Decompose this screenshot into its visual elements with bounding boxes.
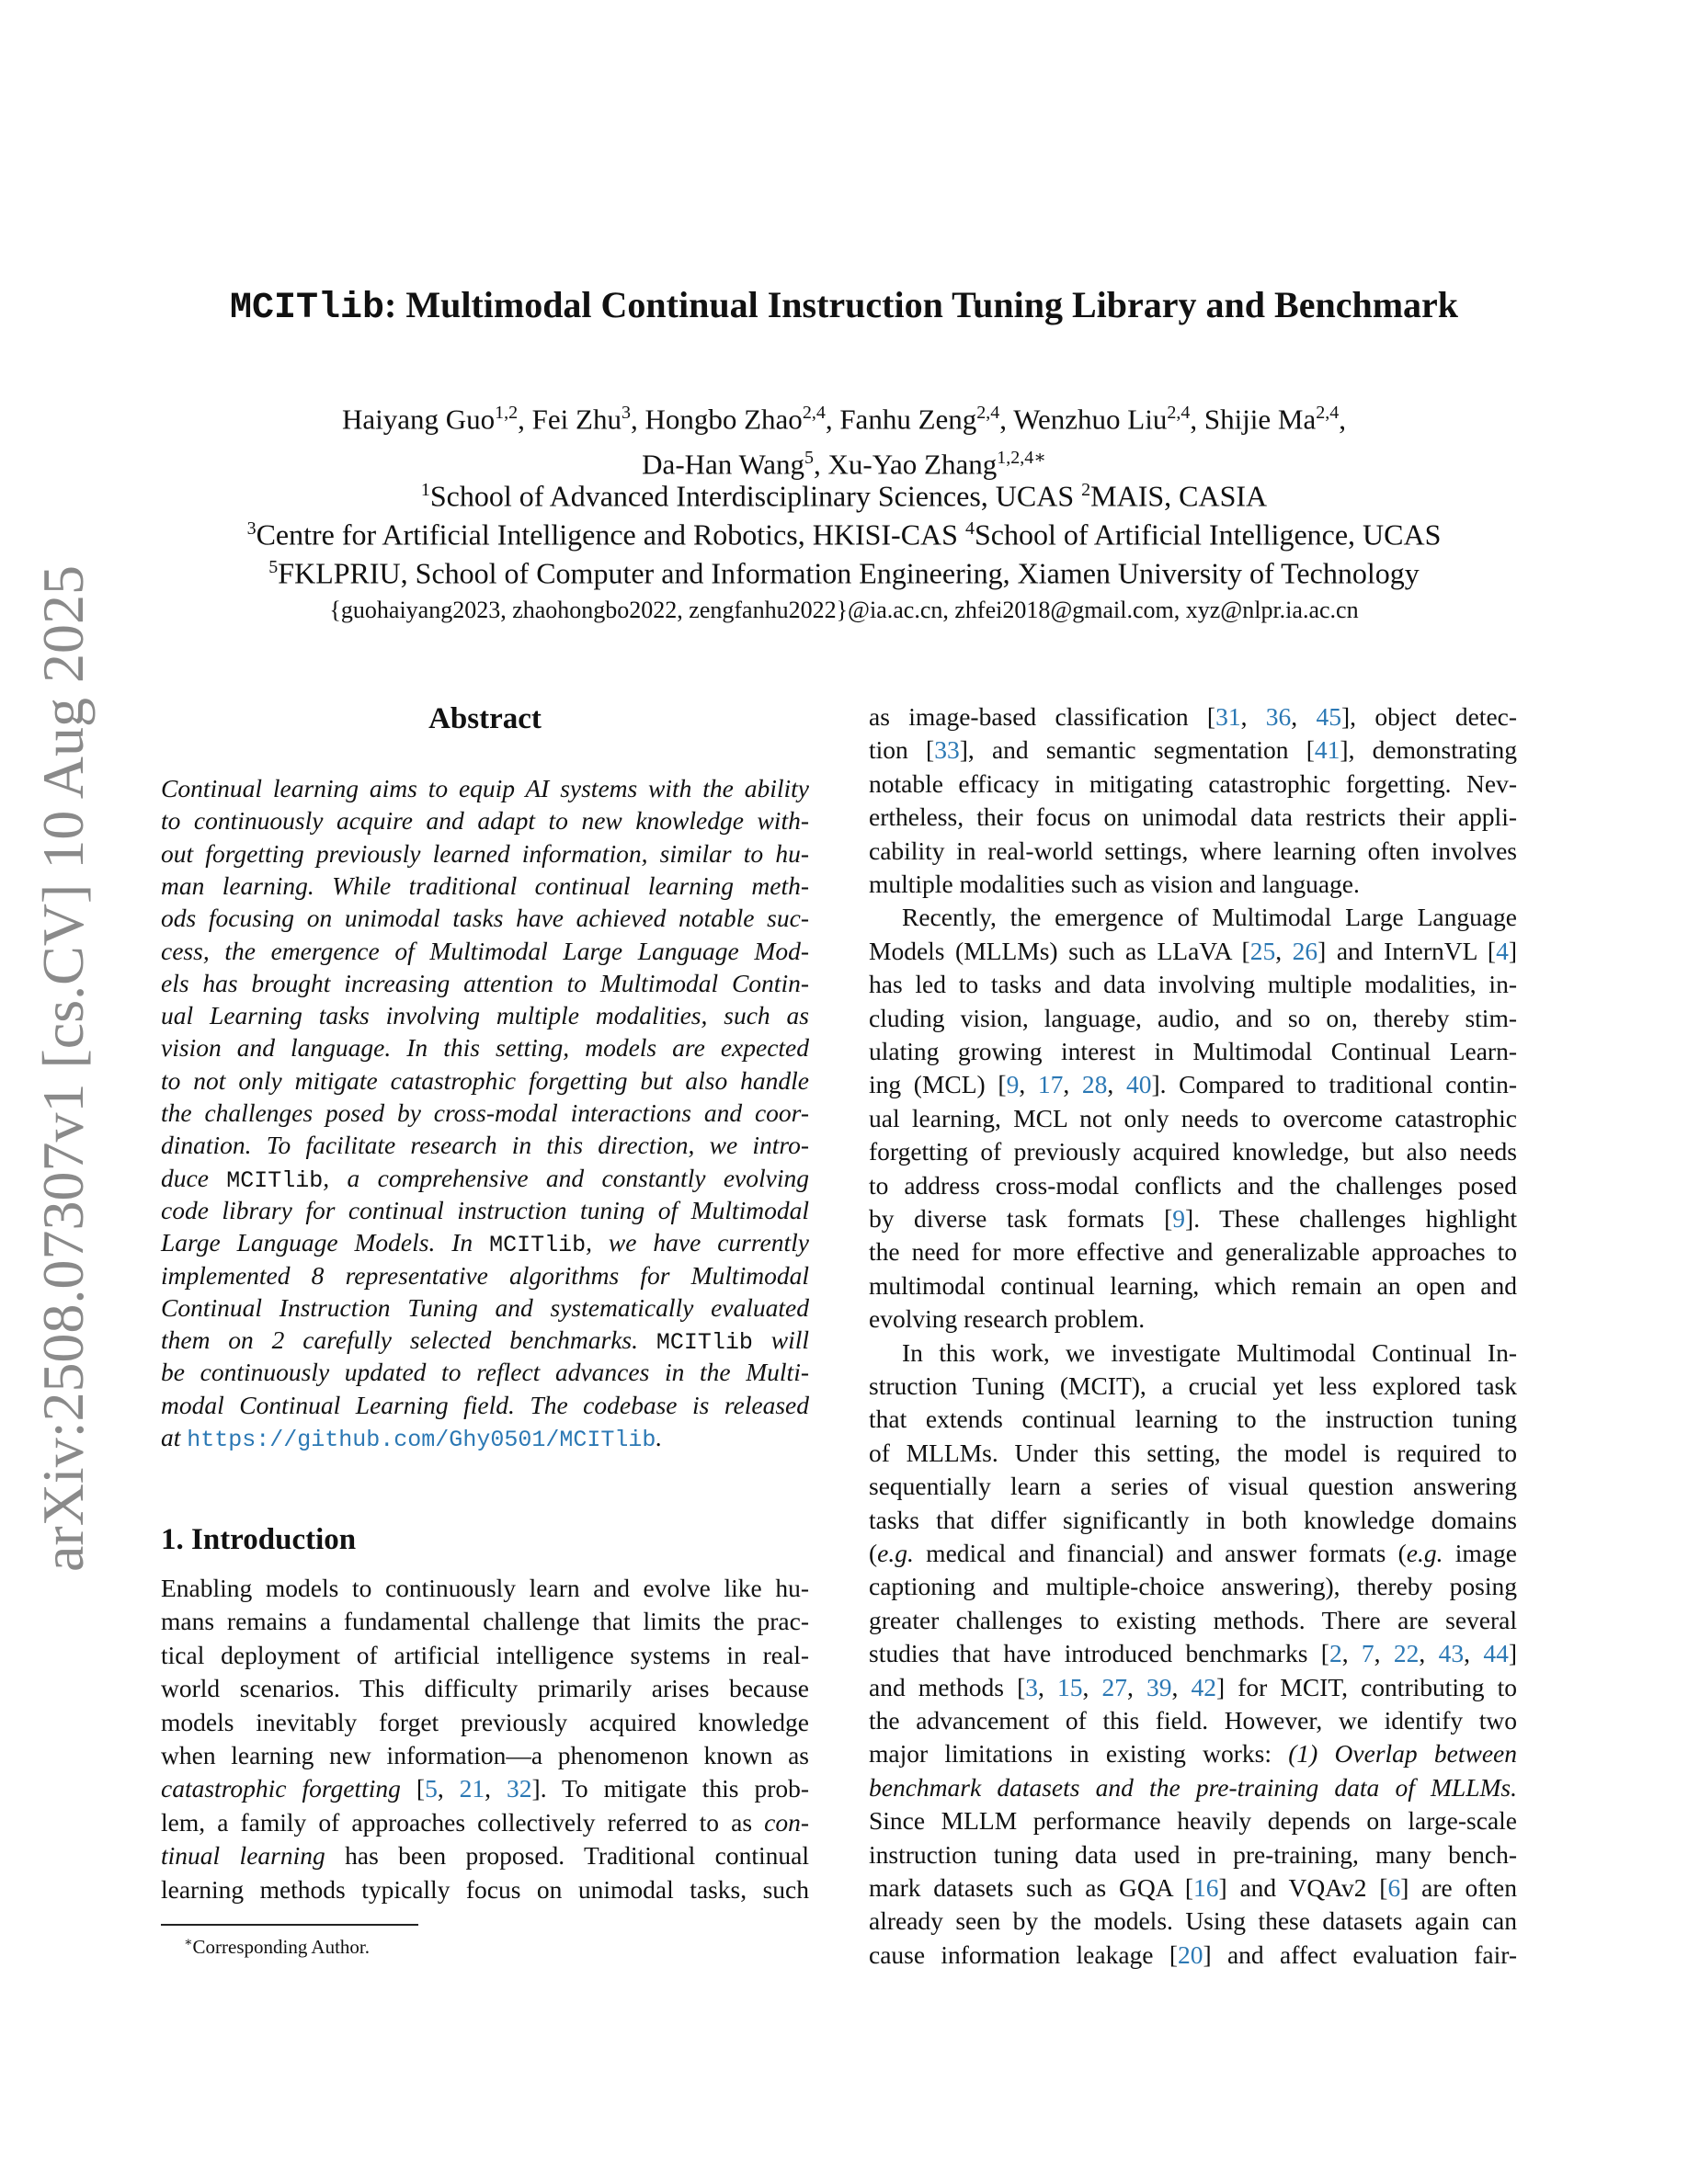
right-column-line: the advancement of this field. However, we identify two <box>869 1706 1517 1735</box>
citation-link[interactable]: 6 <box>1387 1873 1401 1902</box>
citation-link[interactable]: 9 <box>1172 1204 1186 1233</box>
right-column-line: struction Tuning (MCIT), a crucial yet less explored task <box>869 1371 1517 1400</box>
author-affiliation-marker: 2,4 <box>1167 403 1191 423</box>
author-name: Fanhu Zeng <box>839 403 977 436</box>
right-column-line: ulating growing interest in Multimodal Continual Learn- <box>869 1037 1517 1065</box>
right-column-line: evolving research problem. <box>869 1304 1146 1334</box>
introduction-line: lem, a family of approaches collectively referred to as con- <box>161 1807 809 1837</box>
affiliation-line-3: $^5$FKLPRIU, School of Computer and Information Engineering, Xiamen University of Technology <box>268 556 1420 590</box>
right-column-line: captioning and multiple-choice answering), thereby posing <box>869 1572 1517 1601</box>
introduction-line: catastrophic forgetting [5, 21, 32]. To mitigate this prob- <box>161 1774 810 1803</box>
author-name: Da-Han Wang <box>642 448 805 481</box>
right-column-line: the need for more effective and generalizable approaches to <box>869 1237 1517 1267</box>
introduction-line: tical deployment of artificial intelligence systems in real- <box>161 1640 809 1669</box>
right-column-line: Since MLLM performance heavily depends on large-scale <box>869 1806 1517 1836</box>
abstract-line: man learning. While traditional continual learning meth- <box>161 870 809 900</box>
author-affiliation-marker: 2,4 <box>802 403 826 423</box>
citation-link[interactable]: 28 <box>1081 1070 1108 1099</box>
author-affiliation-marker: 1,2 <box>495 403 519 423</box>
citation-link[interactable]: 39 <box>1146 1672 1172 1701</box>
citation-link[interactable]: 3 <box>1025 1672 1039 1701</box>
author-name: Haiyang Guo <box>342 403 496 436</box>
citation-link[interactable]: 42 <box>1191 1672 1216 1701</box>
abstract-body <box>161 772 809 1471</box>
abstract-line: to not only mitigate catastrophic forgetting but also handle <box>161 1065 809 1095</box>
abstract-line: implemented 8 representative algorithms for Multimodal <box>161 1260 809 1290</box>
introduction-line: world scenarios. This difficulty primarily arises because <box>161 1674 809 1703</box>
citation-link[interactable]: 16 <box>1193 1873 1219 1902</box>
author-line-2: Da-Han Wang$^5$, Xu-Yao Zhang$^{1,2,4∗}$ <box>642 448 1046 481</box>
author-name: Wenzhuo Liu <box>1013 403 1168 436</box>
right-column-line: tasks that differ significantly in both knowledge domains <box>869 1505 1517 1534</box>
right-column-line: multimodal continual learning, which remain an open and <box>869 1270 1517 1300</box>
right-column-line: Recently, the emergence of Multimodal Large Language <box>902 903 1517 932</box>
abstract-line: Continual learning aims to equip AI systems with the ability <box>161 774 809 802</box>
right-column-line: and methods [3, 15, 27, 39, 42] for MCIT, contributing to <box>869 1672 1518 1701</box>
abstract-line: els has brought increasing attention to Multimodal Contin- <box>161 968 809 997</box>
introduction-line: models inevitably forget previously acquired knowledge <box>161 1707 809 1736</box>
right-column-body <box>869 700 1518 1969</box>
right-column-line: ual learning, MCL not only needs to overcome catastrophic <box>869 1103 1517 1132</box>
affiliation-line-2: $^3$Centre for Artificial Intelligence and Robotics, HKISI-CAS $^4$School of Artificial Intelligence, UCAS <box>246 518 1442 552</box>
introduction-heading: 1. Introduction <box>161 1523 357 1556</box>
arxiv-identifier-stamp: arXiv:2508.07307v1 [cs.CV] 10 Aug 2025 <box>30 564 96 1572</box>
abstract-line: modal Continual Learning field. The codebase is released <box>161 1390 809 1419</box>
right-column-line: cluding vision, language, audio, and so on, thereby stim- <box>869 1003 1517 1032</box>
author-name: Shijie Ma <box>1203 403 1317 436</box>
right-column-line: major limitations in existing works: (1) Overlap between <box>869 1739 1518 1769</box>
citation-link[interactable]: 31 <box>1215 702 1241 731</box>
right-column-line: by diverse task formats [9]. These challenges highlight <box>869 1204 1517 1233</box>
author-name: Xu-Yao Zhang <box>827 448 998 481</box>
right-column-line: ing (MCL) [9, 17, 28, 40]. Compared to traditional contin- <box>869 1070 1518 1099</box>
citation-link[interactable]: 41 <box>1314 735 1340 765</box>
abstract-line: them on 2 carefully selected benchmarks. MCITlib will <box>161 1325 809 1357</box>
citation-link[interactable]: 36 <box>1265 702 1292 731</box>
citation-link[interactable]: 27 <box>1101 1672 1127 1701</box>
introduction-line: when learning new information—a phenomenon known as <box>161 1741 809 1769</box>
citation-link[interactable]: 2 <box>1329 1639 1342 1668</box>
citation-link[interactable]: 25 <box>1249 936 1276 965</box>
author-name: Fei Zhu <box>531 403 622 436</box>
right-column-line: studies that have introduced benchmarks [2, 7, 22, 43, 44] <box>869 1639 1518 1668</box>
author-name: Hongbo Zhao <box>644 403 803 436</box>
title-code-name: MCITlib <box>229 288 384 329</box>
citation-link[interactable]: 22 <box>1393 1639 1420 1668</box>
abstract-line: vision and language. In this setting, models are expected <box>161 1033 809 1063</box>
author-affiliation-marker: 2,4 <box>1316 403 1340 423</box>
footnote: ∗Corresponding Author. <box>184 1936 371 1958</box>
paper-title <box>110 281 1578 333</box>
abstract-line: to continuously acquire and adapt to new knowledge with- <box>161 806 809 836</box>
abstract-url-line: at https://github.com/Ghy0501/MCITlib. <box>161 1423 663 1453</box>
abstract-line: the challenges posed by cross-modal interactions and coor- <box>161 1098 809 1127</box>
right-column-line: mark datasets such as GQA [16] and VQAv2 [6] are often <box>869 1873 1518 1902</box>
right-column-line: that extends continual learning to the instruction tuning <box>869 1405 1517 1434</box>
right-column-line: sequentially learn a series of visual question answering <box>869 1472 1517 1501</box>
abstract-line: Continual Instruction Tuning and systematically evaluated <box>161 1292 809 1322</box>
right-column-line: ertheless, their focus on unimodal data restricts their appli- <box>869 802 1517 832</box>
abstract-line: ual Learning tasks involving multiple modalities, such as <box>161 1001 809 1030</box>
introduction-line: mans remains a fundamental challenge that limits the prac- <box>161 1607 809 1636</box>
abstract-heading: Abstract <box>428 702 542 735</box>
citation-link[interactable]: 21 <box>459 1774 485 1803</box>
right-column-line: already seen by the models. Using these datasets again can <box>869 1906 1517 1936</box>
right-column-line: tion [33], and semantic segmentation [41], demonstrating <box>869 735 1517 765</box>
footnote-rule <box>161 1924 418 1926</box>
citation-link[interactable]: 45 <box>1316 702 1341 731</box>
right-column-line: cability in real-world settings, where learning often involves <box>869 836 1517 865</box>
right-column-line: notable efficacy in mitigating catastrophic forgetting. Nev- <box>869 768 1517 798</box>
right-column-line: benchmark datasets and the pre-training data of MLLMs. <box>869 1772 1517 1802</box>
right-column-line: of MLLMs. Under this setting, the model is required to <box>869 1438 1517 1467</box>
abstract-line: code library for continual instruction tuning of Multimodal <box>161 1195 809 1224</box>
right-column-line: greater challenges to existing methods. There are several <box>869 1605 1517 1634</box>
right-column-line: Models (MLLMs) such as LLaVA [25, 26] and InternVL [4] <box>869 936 1518 965</box>
citation-link[interactable]: 15 <box>1057 1672 1083 1701</box>
introduction-line: tinual learning has been proposed. Traditional continual <box>161 1841 809 1871</box>
abstract-line: duce MCITlib, a comprehensive and constantly evolving <box>161 1163 809 1194</box>
author-affiliation-marker: 3 <box>621 403 631 423</box>
abstract-line: ods focusing on unimodal tasks have achieved notable suc- <box>161 904 809 933</box>
affiliation-line-1: $^1$School of Advanced Interdisciplinary Sciences, UCAS $^2$MAIS, CASIA <box>420 479 1268 513</box>
title-text: : Multimodal Continual Instruction Tuning Library and Benchmark <box>384 284 1459 325</box>
right-column-line: (e.g. medical and financial) and answer formats (e.g. image <box>869 1539 1517 1567</box>
right-column-line: instruction tuning data used in pre-training, many bench- <box>869 1839 1517 1869</box>
abstract-line: dination. To facilitate research in this direction, we intro- <box>161 1131 809 1160</box>
right-column-line: as image-based classification [31, 36, 45], object detec- <box>869 702 1518 731</box>
introduction-line: Enabling models to continuously learn and evolve like hu- <box>161 1574 809 1602</box>
codebase-link[interactable]: https://github.com/Ghy0501/MCITlib <box>187 1427 656 1453</box>
citation-link[interactable]: 26 <box>1292 936 1318 965</box>
citation-link[interactable]: 20 <box>1177 1939 1203 1969</box>
citation-link[interactable]: 4 <box>1496 936 1509 965</box>
author-emails: {guohaiyang2023, zhaohongbo2022, zengfanhu2022}@ia.ac.cn, zhfei2018@gmail.com, xyz@nlpr.ia.ac.cn <box>329 597 1359 623</box>
introduction-body <box>161 1572 809 1921</box>
abstract-line: Large Language Models. In MCITlib, we have currently <box>161 1228 809 1259</box>
citation-link[interactable]: 32 <box>507 1774 532 1803</box>
right-column-line: forgetting of previously acquired knowledge, but also needs <box>869 1137 1517 1166</box>
citation-link[interactable]: 44 <box>1483 1639 1509 1668</box>
right-column-line: multiple modalities such as vision and language. <box>869 870 1360 898</box>
right-column-line: to address cross-modal conflicts and the challenges posed <box>869 1170 1517 1200</box>
citation-link[interactable]: 43 <box>1438 1639 1465 1668</box>
author-affiliation-marker: 1,2,4∗ <box>997 448 1046 469</box>
abstract-line: out forgetting previously learned information, similar to hu- <box>161 838 809 868</box>
citation-link[interactable]: 17 <box>1037 1070 1064 1099</box>
citation-link[interactable]: 33 <box>934 735 960 765</box>
abstract-line: be continuously updated to reflect advances in the Multi- <box>161 1358 809 1387</box>
right-column-line: cause information leakage [20] and affect evaluation fair- <box>869 1939 1517 1969</box>
citation-link[interactable]: 40 <box>1125 1070 1152 1099</box>
citation-link[interactable]: 9 <box>1006 1070 1020 1099</box>
citation-link[interactable]: 7 <box>1361 1639 1374 1668</box>
author-affiliation-marker: 2,4 <box>976 403 1000 423</box>
right-column-line: has led to tasks and data involving multiple modalities, in- <box>869 970 1517 999</box>
author-line-1: Haiyang Guo$^{1,2}$, Fei Zhu$^3$, Hongbo Zhao$^{2,4}$, Fanhu Zeng$^{2,4}$, Wenzhuo Liu$^{2,4}$, Shijie Ma$^{2,4}$, <box>342 403 1346 436</box>
right-column-line: In this work, we investigate Multimodal Continual In- <box>902 1337 1517 1367</box>
author-affiliation-marker: 5 <box>804 448 815 469</box>
introduction-line: learning methods typically focus on unimodal tasks, such <box>161 1874 809 1904</box>
abstract-line: cess, the emergence of Multimodal Large Language Mod- <box>161 936 809 965</box>
citation-link[interactable]: 5 <box>425 1774 438 1803</box>
